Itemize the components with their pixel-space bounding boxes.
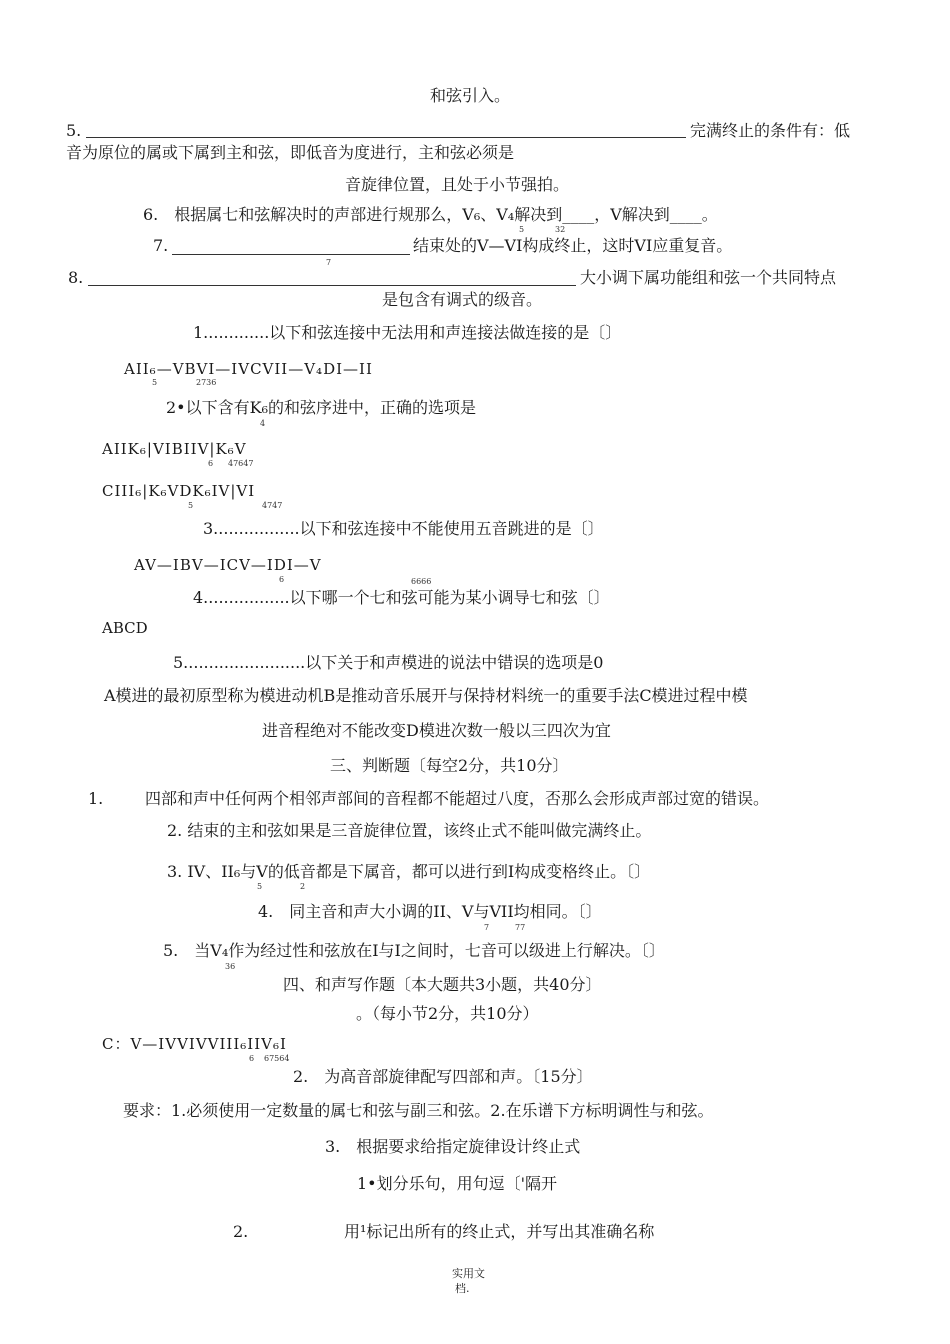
judge-3-text: 3. IV、II₆与V的低音都是下属音，都可以进行到I构成变格终止。〔〕 — [167, 862, 651, 881]
write-q1-points: 。（每小节2分，共10分） — [356, 1004, 539, 1023]
choice-2-options-a-b-sub1: 6 — [208, 459, 214, 468]
judge-5-sub: 36 — [225, 962, 236, 971]
judge-4-sub1: 7 — [484, 923, 490, 932]
intro-tail: 和弦引入。 — [430, 86, 511, 105]
q8-line2: 是包含有调式的级音。 — [382, 290, 543, 309]
q7-blank — [172, 254, 410, 255]
q5-tail: 完满终止的条件有：低 — [690, 121, 851, 140]
q6-text: 6. 根据属七和弦解决时的声部进行规那么，V₆、V₄解决到____，V解决到____。 — [143, 205, 718, 224]
write-q2: 2. 为高音部旋律配写四部和声。〔15分〕 — [293, 1067, 593, 1086]
q5-number: 5. — [66, 121, 82, 140]
q5-line3: 音旋律位置，且处于小节强拍。 — [345, 175, 570, 194]
q8-number: 8. — [68, 268, 84, 287]
write-q3: 3. 根据要求给指定旋律设计终止式 — [325, 1137, 581, 1156]
choice-2-options-c-d: CIII₆|K₆VDK₆IV|VI — [102, 482, 256, 500]
choice-4-options: ABCD — [102, 619, 148, 637]
footer-line2: 档. — [455, 1282, 470, 1295]
judge-1-number: 1. — [88, 789, 104, 808]
choice-2-question: 2•以下含有K₆的和弦序进中，正确的选项是 — [166, 398, 476, 417]
q5-blank — [86, 137, 686, 138]
q5-line2: 音为原位的属或下属到主和弦，即低音为度进行，主和弦必须是 — [66, 143, 515, 162]
judge-1-text: 四部和声中任何两个相邻声部间的音程都不能超过八度，否那么会形成声部过宽的错误。 — [145, 789, 770, 808]
q8-blank — [88, 285, 576, 286]
choice-5-options-line1: A模进的最初原型称为模进动机B是推动音乐展开与保持材料统一的重要手法C模进过程中模 — [104, 686, 748, 705]
write-q1-chords-sub1: 6 — [249, 1054, 255, 1063]
q6-sub1: 5 — [519, 225, 525, 234]
q8-tail: 大小调下属功能组和弦一个共同特点 — [580, 268, 837, 287]
choice-3-options: AV—IBV—ICV—IDI—V — [134, 556, 322, 574]
judge-4-sub2: 77 — [515, 923, 526, 932]
choice-1-question: 1.............以下和弦连接中无法用和声连接法做连接的是〔〕 — [193, 323, 622, 342]
write-q3-step2: 用¹标记出所有的终止式，并写出其准确名称 — [344, 1222, 655, 1241]
choice-1-options: AII₆—VBVI—IVCVII—V₄DI—II — [124, 360, 373, 378]
q7-sub: 7 — [326, 258, 332, 267]
write-q1-chords: C：V—IVVIVVIII₆IIV₆I — [102, 1035, 287, 1053]
choice-2-options-a-b-sub2: 47647 — [228, 459, 254, 468]
choice-5-question: 5........................以下关于和声模进的说法中错误的选项是0 — [173, 653, 604, 672]
write-q3-step1: 1•划分乐句，用句逗〔'隔开 — [357, 1174, 558, 1193]
footer-line1: 实用文 — [452, 1267, 485, 1280]
choice-4-sup: 6666 — [411, 577, 432, 586]
choice-3-sub: 6 — [279, 575, 285, 584]
choice-5-options-line2: 进音程绝对不能改变D模进次数一般以三四次为宜 — [262, 721, 611, 740]
judge-4-text: 4. 同主音和声大小调的II、V与VII均相同。〔〕 — [258, 902, 602, 921]
q7-number: 7. — [153, 236, 169, 255]
choice-2-options-c-d-sub1: 5 — [188, 501, 194, 510]
choice-1-sub1: 5 — [152, 378, 158, 387]
q6-sub2: 32 — [555, 225, 566, 234]
choice-2-options-c-d-sub2: 4747 — [262, 501, 283, 510]
write-q3-step2-number: 2. — [233, 1222, 249, 1241]
judge-3-sub2: 2 — [300, 882, 306, 891]
q7-tail: 结束处的V—VI构成终止，这时VI应重复音。 — [413, 236, 733, 255]
write-q1-chords-sub2: 67564 — [264, 1054, 290, 1063]
write-q2-requirement: 要求：1.必须使用一定数量的属七和弦与副三和弦。2.在乐谱下方标明调性与和弦。 — [123, 1101, 714, 1120]
write-section-title: 四、和声写作题〔本大题共3小题，共40分〕 — [283, 975, 602, 994]
choice-2-question-sub: 4 — [260, 419, 266, 428]
judge-5-text: 5. 当V₄作为经过性和弦放在I与I之间时，七音可以级进上行解决。〔〕 — [163, 941, 665, 960]
judge-3-sub1: 5 — [257, 882, 263, 891]
choice-3-question: 3.................以下和弦连接中不能使用五音跳进的是〔〕 — [203, 519, 604, 538]
choice-1-sub2: 2736 — [196, 378, 217, 387]
judge-2-text: 2. 结束的主和弦如果是三音旋律位置，该终止式不能叫做完满终止。 — [167, 821, 652, 840]
choice-4-question: 4.................以下哪一个七和弦可能为某小调导七和弦〔〕 — [193, 588, 610, 607]
choice-2-options-a-b: AIIK₆|VIBIIV|K₆V — [102, 440, 247, 458]
judge-section-title: 三、判断题〔每空2分，共10分〕 — [330, 756, 569, 775]
